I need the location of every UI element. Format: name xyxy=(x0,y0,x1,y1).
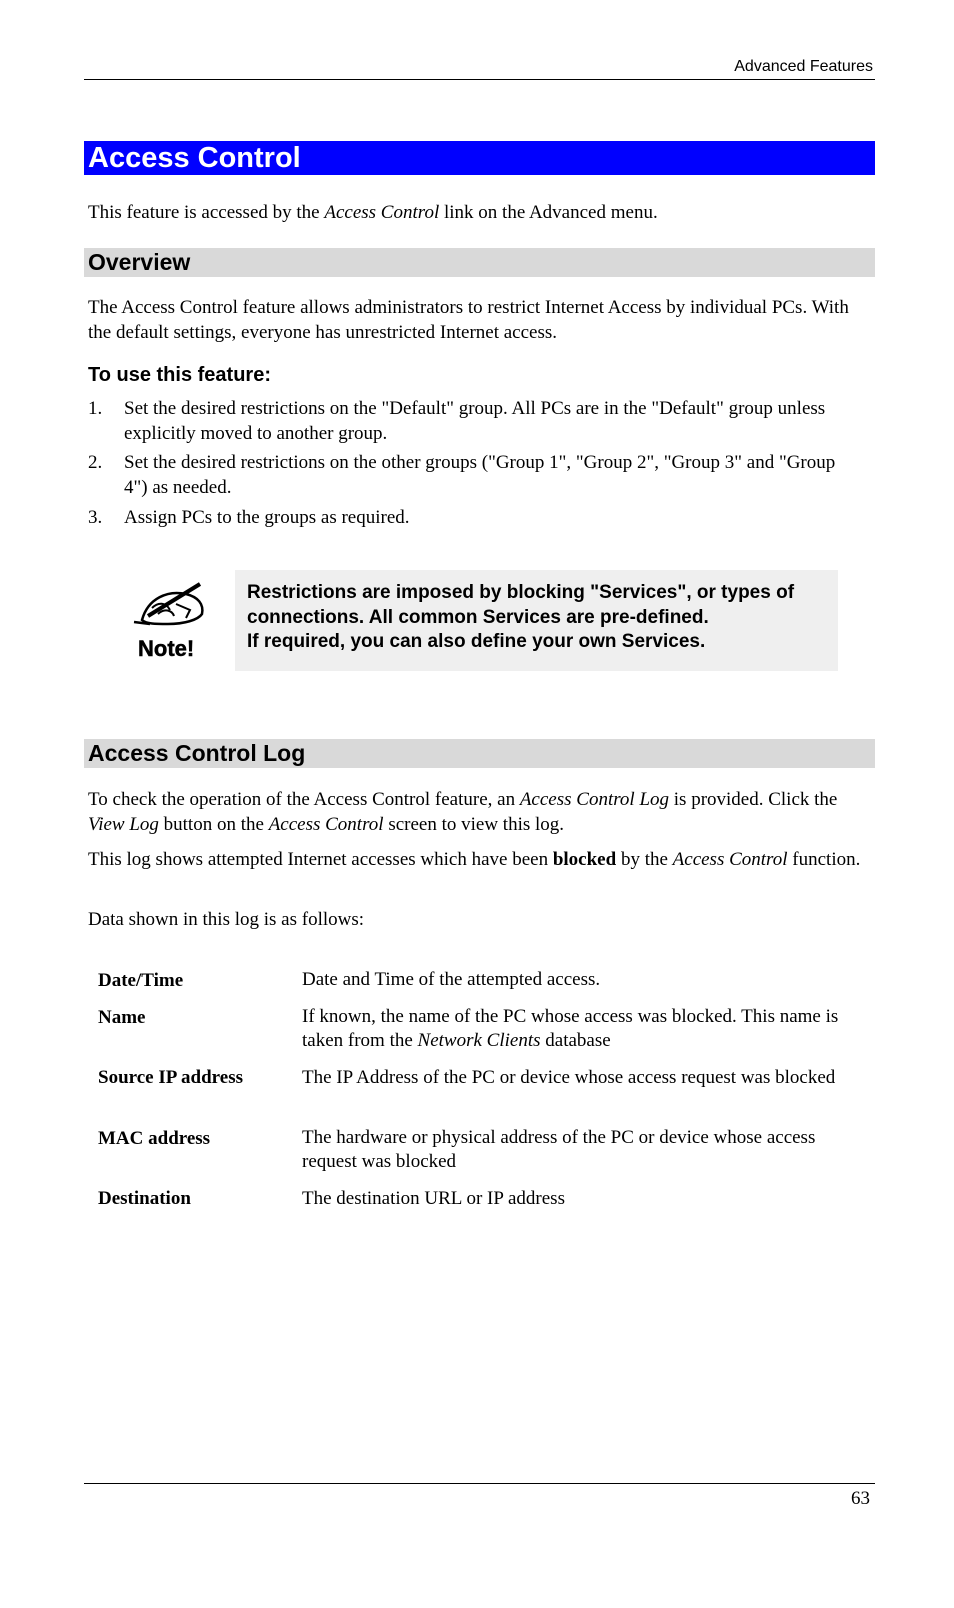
field-term: Source IP address xyxy=(98,1067,243,1088)
note-pencil-icon xyxy=(128,580,212,662)
log-p1-text-b: is provided. Click the xyxy=(669,789,838,810)
footer-rule xyxy=(84,1483,875,1484)
log-p2-strong: blocked xyxy=(552,849,617,870)
log-p2-em: Access Control xyxy=(672,849,788,870)
log-paragraph-1 xyxy=(88,787,874,837)
intro-text-1: This feature is accessed by the xyxy=(88,202,325,223)
log-p1-text-c: button on the xyxy=(158,814,269,835)
note-callout xyxy=(235,570,838,671)
intro-paragraph xyxy=(88,200,874,225)
log-p1-em-2: View Log xyxy=(88,814,159,835)
step-number: 2. xyxy=(88,452,103,473)
log-heading: Access Control Log xyxy=(84,739,875,768)
overview-heading: Overview xyxy=(84,248,875,277)
log-p2-text-a: This log shows attempted Internet accesses which have been xyxy=(88,849,553,870)
log-p1-em-3: Access Control xyxy=(268,814,384,835)
note-line-2: If required, you can also define your own Services. xyxy=(247,631,706,652)
intro-em: Access Control xyxy=(324,202,440,223)
log-p2-text-c: function. xyxy=(787,849,861,870)
log-p2-text-b: by the xyxy=(616,849,673,870)
note-icon-label: Note! xyxy=(138,636,195,661)
field-term: Date/Time xyxy=(98,970,184,991)
step-text: Set the desired restrictions on the "Default" group. All PCs are in the "Default" group unless explicitly moved to another group. xyxy=(124,398,826,444)
field-description: If known, the name of the PC whose access was blocked. This name is taken from the Network Clients database xyxy=(302,1006,839,1051)
field-term: MAC address xyxy=(98,1128,211,1149)
step-text: Assign PCs to the groups as required. xyxy=(124,507,410,528)
step-number: 3. xyxy=(88,507,103,528)
field-description-em: Network Clients xyxy=(417,1030,541,1051)
note-line-1: Restrictions are imposed by blocking "Services", or types of connections. All common Services are pre-defined. xyxy=(247,582,795,628)
overview-paragraph: The Access Control feature allows administrators to restrict Internet Access by individual PCs. With the default settings, everyone has unrestricted Internet access. xyxy=(88,297,849,343)
log-paragraph-3: Data shown in this log is as follows: xyxy=(88,909,365,930)
field-description: The IP Address of the PC or device whose access request was blocked xyxy=(302,1067,836,1088)
intro-text-2: link on the Advanced menu. xyxy=(439,202,658,223)
usage-heading: To use this feature: xyxy=(88,364,271,386)
field-description: Date and Time of the attempted access. xyxy=(302,969,601,990)
step-text: Set the desired restrictions on the other groups ("Group 1", "Group 2", "Group 3" and "Group 4") as needed. xyxy=(124,452,836,498)
log-paragraph-2 xyxy=(88,847,874,872)
field-description: The destination URL or IP address xyxy=(302,1188,565,1209)
field-term: Destination xyxy=(98,1188,191,1209)
log-p1-em-1: Access Control Log xyxy=(519,789,670,810)
field-description: The hardware or physical address of the PC or device whose access request was blocked xyxy=(302,1127,816,1172)
header-rule xyxy=(84,79,875,80)
page-number: 63 xyxy=(851,1488,870,1509)
log-p1-text-d: screen to view this log. xyxy=(383,814,565,835)
log-p1-text-a: To check the operation of the Access Control feature, an xyxy=(88,789,520,810)
running-header: Advanced Features xyxy=(734,58,873,75)
page-title: Access Control xyxy=(84,141,875,175)
field-term: Name xyxy=(98,1007,146,1028)
step-number: 1. xyxy=(88,398,103,419)
